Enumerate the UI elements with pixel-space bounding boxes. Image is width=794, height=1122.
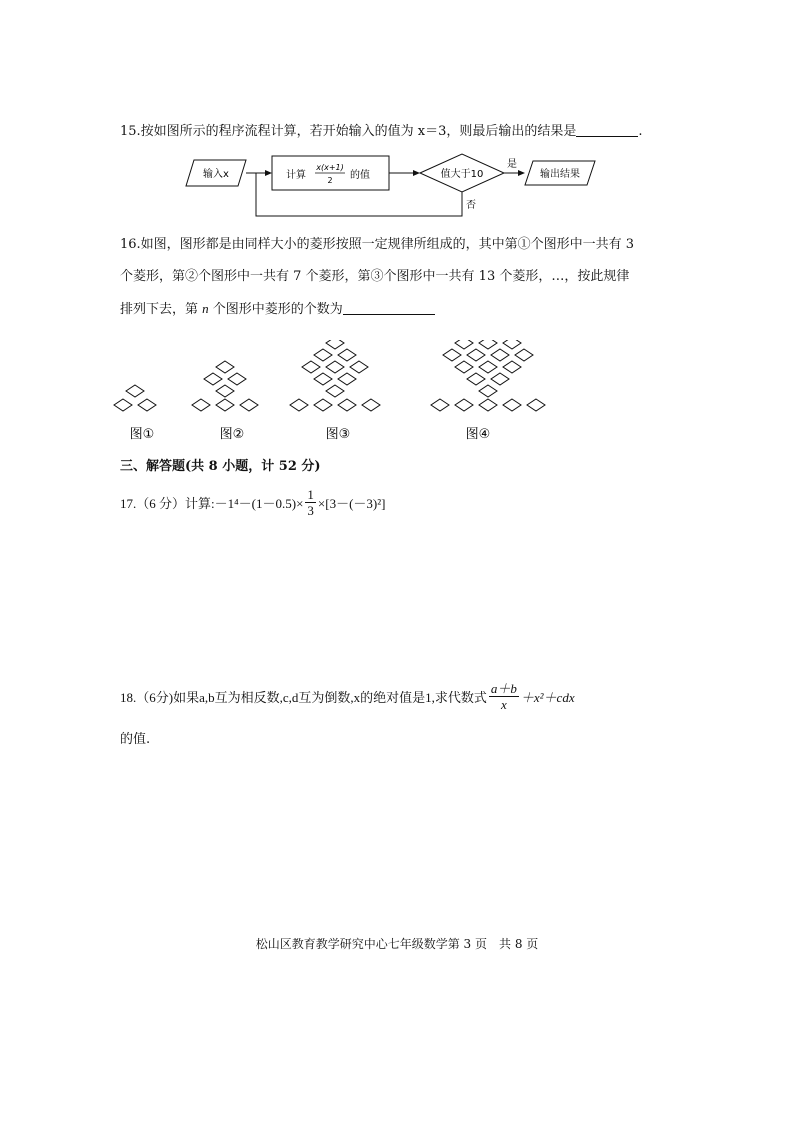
figure-4-rhombus <box>515 349 533 361</box>
flow-no-label: 否 <box>466 200 476 211</box>
figure-2-rhombus <box>204 373 222 385</box>
page-footer: 松山区教育教学研究中心七年级数学第 3 页 共 8 页 <box>255 937 539 951</box>
question-17-prefix: 17.（6 分）计算: <box>120 495 215 511</box>
question-16-line-3-post: 个图形中菱形的个数为 <box>212 302 343 317</box>
figure-label-1: 图① <box>129 427 155 442</box>
figure-3-rhombus <box>326 385 344 397</box>
flow-arrowhead-yes <box>518 170 525 176</box>
figure-4-rhombus <box>491 349 509 361</box>
flow-yes-label: 是 <box>507 159 517 170</box>
figure-3-rhombus <box>326 340 344 349</box>
figure-2-rhombus <box>216 385 234 397</box>
figure-3-rhombus <box>314 373 332 385</box>
question-17-expr-b: ×[3－(－3)²] <box>317 495 386 511</box>
figure-4-rhombus <box>467 349 485 361</box>
question-18-line-2: 的值. <box>120 732 151 747</box>
question-15-end: . <box>638 124 643 139</box>
flow-compute-suffix: 的值 <box>350 170 370 181</box>
figure-label-2: 图② <box>219 427 245 442</box>
figure-4-rhombus <box>503 340 521 349</box>
figure-1-rhombus <box>138 399 156 411</box>
flow-compute-num: x(x+1) <box>316 163 344 172</box>
flow-compute-prefix: 计算 <box>286 170 306 181</box>
figure-3-rhombus <box>338 349 356 361</box>
figure-2-rhombus <box>216 399 234 411</box>
flow-decision-label: 值大于10 <box>440 169 484 180</box>
question-18-fraction <box>489 681 519 712</box>
figure-2-rhombus <box>240 399 258 411</box>
figure-1-rhombus <box>114 399 132 411</box>
question-18-prefix: 18.（6分)如果a,b互为相反数,c,d互为倒数,x的绝对值是1,求代数式 <box>120 689 487 705</box>
answer-blank-15[interactable] <box>576 124 638 137</box>
question-17-frac-num: 1 <box>307 486 314 502</box>
figure-3-rhombus <box>338 399 356 411</box>
flow-output-label: 输出结果 <box>540 169 580 180</box>
flow-input-label: 输入x <box>203 169 229 180</box>
question-18-expr-tail: ＋x²＋cdx <box>520 689 575 705</box>
figure-4-rhombus <box>455 399 473 411</box>
figure-4-rhombus <box>431 399 449 411</box>
figure-label-4: 图④ <box>465 427 491 442</box>
figure-2-rhombus <box>192 399 210 411</box>
figure-4-rhombus <box>467 373 485 385</box>
figure-1-rhombus <box>126 385 144 397</box>
figure-2-rhombus <box>216 361 234 373</box>
figure-4-rhombus <box>479 385 497 397</box>
answer-blank-16[interactable] <box>343 302 435 315</box>
figure-3-rhombus <box>350 361 368 373</box>
figure-3-rhombus <box>326 361 344 373</box>
figure-3-rhombus <box>290 399 308 411</box>
figure-4-rhombus <box>491 373 509 385</box>
figure-3-rhombus <box>314 399 332 411</box>
question-16-line-1: 16.如图，图形都是由同样大小的菱形按照一定规律所组成的，其中第①个图形中一共有 3 <box>120 237 635 252</box>
question-15-text: 15.按如图所示的程序流程计算，若开始输入的值为 x＝3，则最后输出的结果是 <box>120 124 577 139</box>
question-16-line-2: 个菱形，第②个图形中一共有 7 个菱形，第③个图形中一共有 13 个菱形，…，按此规律 <box>120 269 630 284</box>
figure-3-rhombus <box>362 399 380 411</box>
question-16-line-3-pre: 排列下去，第 <box>120 302 199 317</box>
question-17-fraction <box>305 487 316 518</box>
figure-label-3: 图③ <box>325 427 351 442</box>
question-16-line-3 <box>120 298 435 317</box>
figure-3-rhombus <box>302 361 320 373</box>
figure-4-rhombus <box>455 340 473 349</box>
question-17-frac-den: 3 <box>307 502 314 518</box>
question-18-frac-den: x <box>500 696 507 712</box>
figure-4-rhombus <box>503 361 521 373</box>
figure-3-rhombus <box>314 349 332 361</box>
figure-4-rhombus <box>503 399 521 411</box>
question-17 <box>120 485 385 519</box>
rhombus-figures <box>110 340 570 445</box>
figure-4-rhombus <box>443 349 461 361</box>
question-15 <box>120 120 643 139</box>
question-18-frac-num: a＋b <box>490 680 517 696</box>
flowchart <box>180 148 620 223</box>
figure-2-rhombus <box>228 373 246 385</box>
question-16-variable-n: n <box>202 301 209 316</box>
figure-4-rhombus <box>455 361 473 373</box>
section-3-heading: 三、解答题(共 8 小题，计 52 分) <box>120 459 321 474</box>
flow-compute-den: 2 <box>327 176 333 185</box>
question-18 <box>120 678 575 714</box>
question-17-expr-a: －1⁴－(1－0.5)× <box>214 495 304 511</box>
figure-4-rhombus <box>479 340 497 349</box>
figure-4-rhombus <box>527 399 545 411</box>
figure-3-rhombus <box>338 373 356 385</box>
figure-4-rhombus <box>479 399 497 411</box>
figure-4-rhombus <box>479 361 497 373</box>
